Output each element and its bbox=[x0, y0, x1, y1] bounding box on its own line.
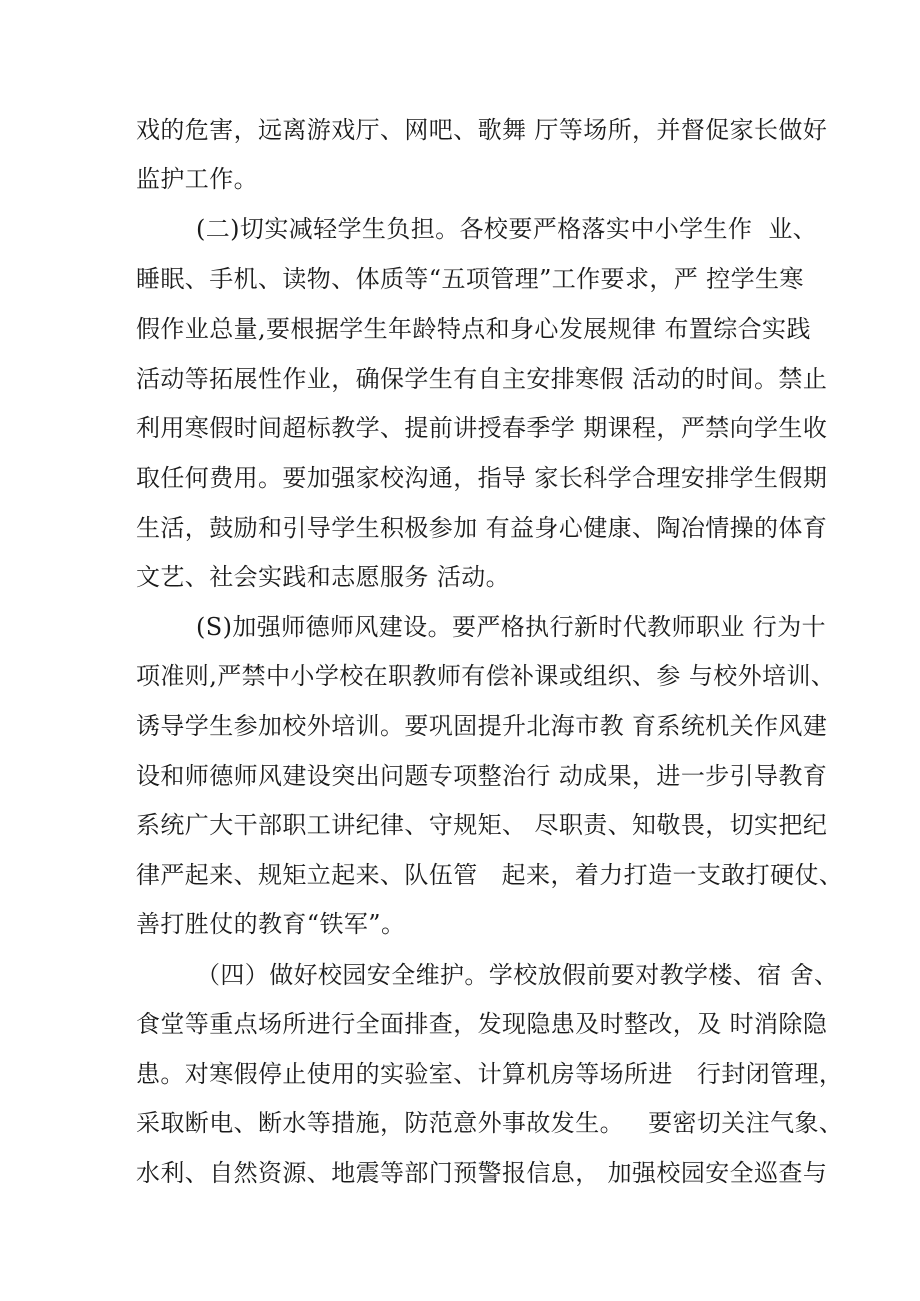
text-line: 诱导学生参加校外培训。要巩固提升北海市教 育系统机关作风建 bbox=[136, 712, 828, 740]
text-line: 睡眠、手机、读物、体质等“五项管理”工作要求，严 控学生寒 bbox=[136, 265, 804, 293]
text-line: 利用寒假时间超标教学、提前讲授春季学 期课程，严禁向学生收 bbox=[136, 414, 828, 442]
text-line: 生活，鼓励和引导学生积极参加 有益身心健康、陶冶情操的体育 bbox=[136, 514, 828, 542]
text-line: 文艺、社会实践和志愿服务 活动。 bbox=[136, 563, 511, 591]
text-line: 假作业总量,要根据学生年龄特点和身心发展规律 布置综合实践 bbox=[136, 315, 811, 343]
text-line: 律严起来、规矩立起来、队伍管 起来，着力打造一支敢打硬仗、 bbox=[136, 861, 844, 889]
text-line: 系统广大干部职工讲纪律、守规矩、 尽职责、知敬畏，切实把纪 bbox=[136, 811, 828, 839]
paragraph-heading-line: （四）做好校园安全维护。学校放假前要对教学楼、宿 舍、 bbox=[196, 961, 839, 989]
text-line: 设和师德师风建设突出问题专项整治行 动成果，进一步引导教育 bbox=[136, 762, 828, 790]
text-line: 患。对寒假停止使用的实验室、计算机房等场所进 行封闭管理， bbox=[136, 1060, 844, 1088]
text-line: 食堂等重点场所进行全面排查，发现隐患及时整改，及 时消除隐 bbox=[136, 1010, 828, 1038]
text-line: 水利、自然资源、地震等部门预警报信息， 加强校园安全巡查与 bbox=[136, 1159, 828, 1187]
text-line: 活动等拓展性作业，确保学生有自主安排寒假 活动的时间。禁止 bbox=[136, 365, 828, 393]
paragraph-heading-line: (S)加强师德师风建设。要严格执行新时代教师职业 行为十 bbox=[196, 613, 826, 641]
text-line: 取任何费用。要加强家校沟通，指导 家长科学合理安排学生假期 bbox=[136, 464, 828, 492]
text-line: 项准则,严禁中小学校在职教师有偿补课或组织、参 与校外培训、 bbox=[136, 662, 836, 690]
text-line: 监护工作。 bbox=[136, 165, 258, 193]
text-line: 善打胜仗的教育“铁军”。 bbox=[136, 910, 406, 938]
text-line: 采取断电、断水等措施，防范意外事故发生。 要密切关注气象、 bbox=[136, 1109, 844, 1137]
text-line: 戏的危害，远离游戏厅、网吧、歌舞 厅等场所，并督促家长做好 bbox=[136, 116, 828, 144]
paragraph-heading-line: (二)切实减轻学生负担。各校要严格落实中小学生作 业、 bbox=[196, 215, 818, 243]
